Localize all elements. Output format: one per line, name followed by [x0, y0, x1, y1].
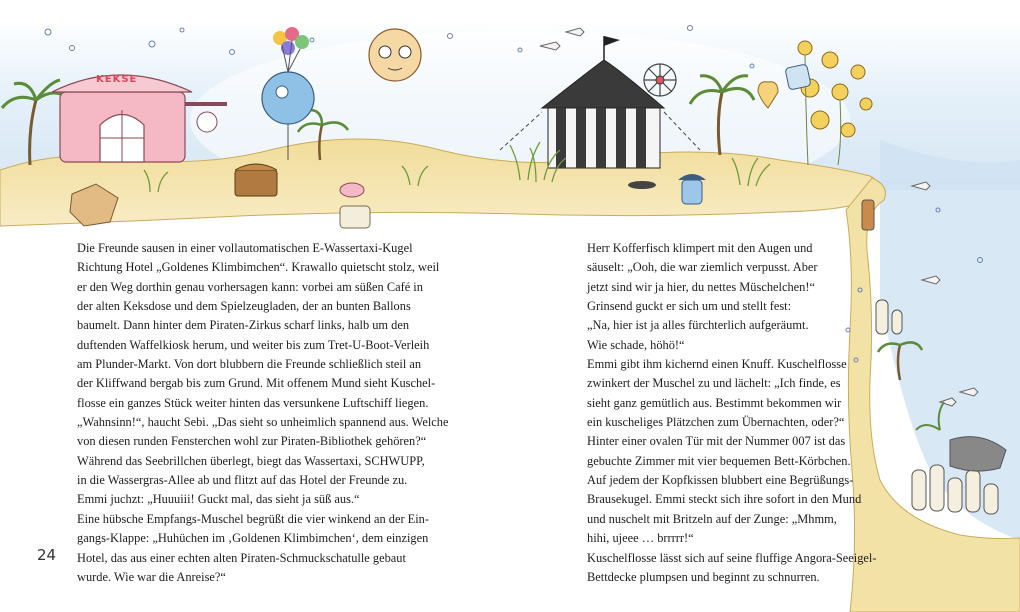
text-line: Brausekugel. Emmi steckt sich ihre sofort in den Mund [587, 492, 862, 507]
text-line: wurde. Wie war die Anreise?“ [77, 569, 226, 584]
text-line: Wie schade, höhö!“ [587, 337, 685, 352]
text-line: der Kliffwand bergab bis zum Grund. Mit offenem Mund sieht Kuschel- [77, 376, 436, 391]
text-line: flosse ein ganzes Stück weiter hinten das versunkene Luftschiff liegen. [77, 395, 429, 410]
text-line: in die Wassergras-Allee ab und flitzt auf das Hotel der Freunde zu. [77, 473, 408, 488]
ferris-wheel [644, 64, 676, 96]
left-column-text [77, 239, 477, 587]
text-line: duftenden Waffelkiosk herum, und weiter bis zum Tret-U-Boot-Verleih [77, 337, 430, 352]
treasure-chest [235, 164, 277, 196]
text-line: er den Weg dorthin genau vorhersagen kann: vorbei am süßen Café in [77, 279, 423, 294]
text-line: Richtung Hotel „Goldenes Klimbimchen“. Krawallo quietscht stolz, weil [77, 260, 440, 275]
text-line: jetzt sind wir ja hier, du nettes Müschelchen!“ [587, 279, 815, 294]
text-line: gangs-Klappe: „Huhüchen im ‚Goldenen Klimbimchen‘, dem einzigen [77, 531, 429, 546]
text-line: Bettdecke plumpsen und beginnt zu schnurren. [587, 569, 820, 584]
text-line: Hotel, das aus einer echten alten Piraten-Schmuckschatulle gebaut [77, 550, 406, 565]
text-line: Eine hübsche Empfangs-Muschel begrüßt die vier winkend an der Ein- [77, 511, 429, 526]
text-line: Die Freunde sausen in einer vollautomatischen E-Wassertaxi-Kugel [77, 241, 413, 255]
text-line: Auf jedem der Kopfkissen blubbert eine Begrüßungs- [587, 473, 854, 488]
text-line: ein kuscheliges Plätzchen zum Übernachten, oder?“ [587, 415, 845, 430]
text-line: Hinter einer ovalen Tür mit der Nummer 007 ist das [587, 434, 846, 449]
text-line: gebuchte Zimmer mit vier bequemen Bett-Körbchen. [587, 453, 851, 468]
text-line: zwinkert der Muschel zu und lächelt: „Ich finde, es [587, 376, 841, 391]
text-line: von diesen runden Fensterchen wohl zur Piraten-Bibliothek gehören?“ [77, 434, 427, 449]
lantern-kiosk [678, 174, 706, 204]
text-line: Emmi juchzt: „Huuuiii! Guckt mal, das sieht ja süß aus.“ [77, 492, 360, 507]
text-line: sieht ganz gemütlich aus. Bestimmt bekommen wir [587, 395, 842, 410]
text-line: säuselt: „Ooh, die war ziemlich verpusst. Aber [587, 260, 818, 275]
text-line: Herr Kofferfisch klimpert mit den Augen und [587, 241, 813, 255]
text-line: am Plunder-Markt. Von dort blubbern die Freunde schließlich steil an [77, 357, 422, 372]
page-number: 24 [37, 546, 57, 564]
right-column-text [587, 239, 887, 587]
manhole [628, 181, 656, 189]
text-line: Kuschelflosse lässt sich auf seine fluffige Angora-Seeigel- [587, 550, 877, 565]
text-line: der alten Keksdose und dem Spielzeugladen, der an bunten Ballons [77, 299, 411, 314]
text-line: Emmi gibt ihm kichernd einen Knuff. Kuschelflosse [587, 357, 847, 372]
text-line: hihi, ujeee … brrrrr!“ [587, 531, 694, 546]
text-line: und nuschelt mit Britzeln auf der Zunge: „Mhmm, [587, 511, 837, 526]
text-line: Grinsend guckt er sich um und stellt fest: [587, 299, 792, 314]
text-line: „Wahnsinn!“, haucht Sebi. „Das sieht so unheimlich spannend aus. Welche [77, 415, 449, 430]
text-line: baumelt. Dann hinter dem Piraten-Zirkus scharf links, halb um den [77, 318, 410, 333]
cafe-sign: KEKSE [96, 74, 138, 85]
text-line: „Na, hier ist ja alles fürchterlich aufgeräumt. [587, 318, 809, 333]
text-line: Während das Seebrillchen überlegt, biegt das Wassertaxi, SCHWUPP, [77, 453, 425, 468]
